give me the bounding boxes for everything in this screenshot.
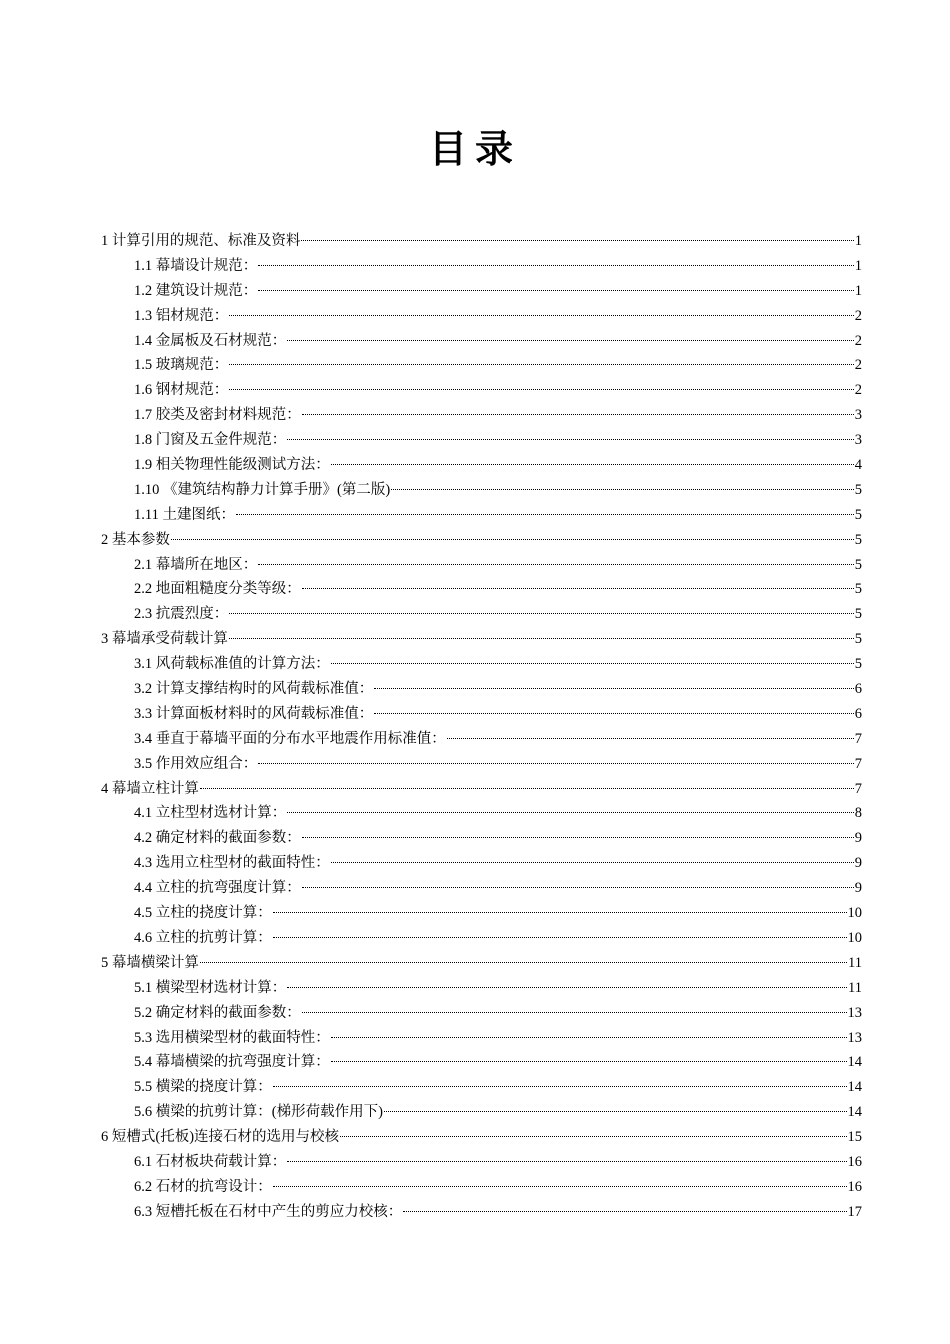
toc-section-entry[interactable] [101,254,862,279]
toc-entry-label: 4.5 立柱的挠度计算： [134,905,272,922]
toc-page-number: 16 [847,1153,862,1170]
toc-entry-label: 4.2 确定材料的截面参数： [134,830,301,847]
toc-section-entry[interactable] [101,801,862,826]
table-of-contents [101,229,862,1225]
toc-page-number: 3 [854,432,862,449]
toc-entry-label: 5.1 横梁型材选材计算： [134,979,287,996]
toc-entry-label: 1.6 钢材规范： [134,382,229,399]
toc-section-entry[interactable] [101,478,862,503]
toc-section-entry[interactable] [101,329,862,354]
toc-leader-dots [273,911,847,913]
toc-entry-label: 3 幕墙承受荷载计算 [101,631,228,648]
toc-section-entry[interactable] [101,304,862,329]
toc-leader-dots [391,488,854,490]
toc-leader-dots [273,936,847,938]
toc-leader-dots [287,339,854,341]
toc-leader-dots [287,1160,846,1162]
toc-section-entry[interactable] [101,1050,862,1075]
toc-entry-label: 4.6 立柱的抗剪计算： [134,929,272,946]
toc-leader-dots [302,1011,847,1013]
toc-entry-label: 3.1 风荷载标准值的计算方法： [134,656,330,673]
toc-leader-dots [331,861,854,863]
toc-leader-dots [302,886,854,888]
toc-entry-label: 1 计算引用的规范、标准及资料 [101,233,301,249]
toc-leader-dots [302,413,854,415]
toc-entry-label: 6.2 石材的抗弯设计： [134,1178,272,1195]
toc-section-entry[interactable] [101,976,862,1001]
toc-entry-label: 1.7 胶类及密封材料规范： [134,407,301,424]
toc-section-entry[interactable] [101,851,862,876]
toc-page-number: 8 [854,805,862,822]
toc-entry-label: 2.3 抗震烈度： [134,606,229,623]
toc-page-number: 2 [854,357,862,374]
toc-leader-dots [384,1110,847,1112]
toc-leader-dots [331,1036,847,1038]
toc-page-number: 11 [848,954,862,971]
toc-section-entry[interactable] [101,279,862,304]
toc-page-number: 10 [847,929,862,946]
toc-section-entry[interactable] [101,577,862,602]
toc-page-number: 17 [847,1203,862,1220]
toc-page-number: 9 [854,830,862,847]
toc-leader-dots [200,787,854,789]
toc-section-entry[interactable] [101,926,862,951]
toc-leader-dots [229,637,854,639]
toc-chapter-entry[interactable] [101,229,862,254]
toc-entry-label: 5.5 横梁的挠度计算： [134,1079,272,1096]
toc-entry-label: 6.3 短槽托板在石材中产生的剪应力校核： [134,1203,403,1220]
toc-leader-dots [229,314,854,316]
toc-page-number: 6 [854,681,862,698]
toc-leader-dots [258,762,854,764]
toc-chapter-entry[interactable] [101,777,862,802]
toc-section-entry[interactable] [101,503,862,528]
toc-section-entry[interactable] [101,1200,862,1225]
toc-entry-label: 5.6 横梁的抗剪计算：(梯形荷载作用下) [134,1104,383,1121]
toc-page-number: 7 [854,780,862,797]
toc-leader-dots [331,463,854,465]
toc-leader-dots [171,538,854,540]
toc-page-number: 13 [847,1029,862,1046]
toc-leader-dots [273,1085,847,1087]
toc-page-number: 16 [847,1178,862,1195]
toc-leader-dots [287,438,854,440]
toc-section-entry[interactable] [101,602,862,627]
toc-page-number: 2 [854,382,862,399]
toc-section-entry[interactable] [101,727,862,752]
toc-entry-label: 3.3 计算面板材料时的风荷载标准值： [134,705,374,722]
toc-section-entry[interactable] [101,876,862,901]
toc-leader-dots [374,687,854,689]
toc-page-number: 5 [854,506,862,523]
toc-section-entry[interactable] [101,403,862,428]
toc-entry-label: 1.3 铝材规范： [134,307,229,324]
toc-leader-dots [331,1060,847,1062]
toc-section-entry[interactable] [101,1026,862,1051]
toc-page-number: 10 [847,905,862,922]
toc-page-number: 4 [854,457,862,474]
toc-section-entry[interactable] [101,677,862,702]
toc-leader-dots [229,363,854,365]
toc-section-entry[interactable] [101,1100,862,1125]
toc-page-number: 1 [854,257,862,274]
toc-entry-label: 1.9 相关物理性能级测试方法： [134,457,330,474]
toc-entry-label: 1.4 金属板及石材规范： [134,332,287,349]
toc-entry-label: 2.1 幕墙所在地区： [134,556,258,573]
toc-entry-label: 4 幕墙立柱计算 [101,780,199,797]
toc-section-entry[interactable] [101,752,862,777]
toc-leader-dots [273,1185,847,1187]
toc-leader-dots [258,264,854,266]
toc-page-number: 2 [854,332,862,349]
toc-leader-dots [340,1135,846,1137]
toc-section-entry[interactable] [101,378,862,403]
toc-page-number: 14 [847,1079,862,1096]
toc-section-entry[interactable] [101,652,862,677]
toc-section-entry[interactable] [101,1175,862,1200]
toc-entry-label: 2.2 地面粗糙度分类等级： [134,581,301,598]
toc-page-number: 15 [847,1129,862,1146]
toc-section-entry[interactable] [101,1075,862,1100]
toc-chapter-entry[interactable] [101,951,862,976]
toc-entry-label: 5.2 确定材料的截面参数： [134,1004,301,1021]
toc-page-number: 5 [854,556,862,573]
toc-entry-label: 4.3 选用立柱型材的截面特性： [134,855,330,872]
toc-entry-label: 1.5 玻璃规范： [134,357,229,374]
toc-entry-label: 1.11 土建图纸： [134,506,235,523]
toc-section-entry[interactable] [101,353,862,378]
toc-leader-dots [287,986,847,988]
toc-leader-dots [258,289,854,291]
toc-page-number: 5 [854,531,862,548]
toc-leader-dots [229,388,854,390]
toc-leader-dots [236,513,854,515]
toc-section-entry[interactable] [101,826,862,851]
toc-chapter-entry[interactable] [101,1125,862,1150]
toc-page-number: 7 [854,755,862,772]
toc-entry-label: 4.1 立柱型材选材计算： [134,805,287,822]
toc-entry-label: 1.8 门窗及五金件规范： [134,432,287,449]
toc-chapter-entry[interactable] [101,528,862,553]
toc-page-number: 9 [854,855,862,872]
toc-page-number: 13 [847,1004,862,1021]
toc-section-entry[interactable] [101,1001,862,1026]
toc-entry-label: 5.3 选用横梁型材的截面特性： [134,1029,330,1046]
toc-entry-label: 2 基本参数 [101,531,170,548]
toc-leader-dots [301,239,853,241]
toc-entry-label: 1.10 《建筑结构静力计算手册》(第二版) [134,481,391,498]
toc-leader-dots [258,563,854,565]
toc-page-number: 1 [854,233,862,249]
toc-page-number: 6 [854,705,862,722]
toc-leader-dots [374,712,854,714]
toc-entry-label: 1.1 幕墙设计规范： [134,257,258,274]
page-title: 目录 [428,127,521,171]
toc-section-entry[interactable] [101,553,862,578]
toc-page-number: 5 [854,631,862,648]
toc-page-number: 1 [854,282,862,299]
toc-leader-dots [331,662,854,664]
toc-leader-dots [403,1210,846,1212]
toc-page-number: 5 [854,481,862,498]
toc-section-entry[interactable] [101,1150,862,1175]
toc-leader-dots [229,612,854,614]
toc-entry-label: 6.1 石材板块荷载计算： [134,1153,287,1170]
toc-page-number: 5 [854,581,862,598]
toc-entry-label: 6 短槽式(托板)连接石材的选用与校核 [101,1129,340,1146]
toc-page-number: 11 [848,979,862,996]
toc-entry-label: 3.2 计算支撑结构时的风荷载标准值： [134,681,374,698]
toc-page-number: 5 [854,656,862,673]
toc-section-entry[interactable] [101,453,862,478]
toc-entry-label: 5 幕墙横梁计算 [101,954,199,971]
toc-page-number: 14 [847,1104,862,1121]
toc-chapter-entry[interactable] [101,627,862,652]
toc-page-number: 9 [854,880,862,897]
toc-page-number: 2 [854,307,862,324]
toc-leader-dots [200,961,847,963]
toc-section-entry[interactable] [101,428,862,453]
toc-entry-label: 4.4 立柱的抗弯强度计算： [134,880,301,897]
toc-leader-dots [447,737,854,739]
toc-entry-label: 3.5 作用效应组合： [134,755,258,772]
toc-leader-dots [302,587,854,589]
toc-page-number: 3 [854,407,862,424]
toc-section-entry[interactable] [101,901,862,926]
toc-section-entry[interactable] [101,702,862,727]
toc-page-number: 5 [854,606,862,623]
toc-page-number: 14 [847,1054,862,1071]
toc-entry-label: 3.4 垂直于幕墙平面的分布水平地震作用标准值： [134,730,446,747]
toc-entry-label: 1.2 建筑设计规范： [134,282,258,299]
toc-entry-label: 5.4 幕墙横梁的抗弯强度计算： [134,1054,330,1071]
toc-page-number: 7 [854,730,862,747]
toc-leader-dots [302,836,854,838]
toc-leader-dots [287,811,854,813]
